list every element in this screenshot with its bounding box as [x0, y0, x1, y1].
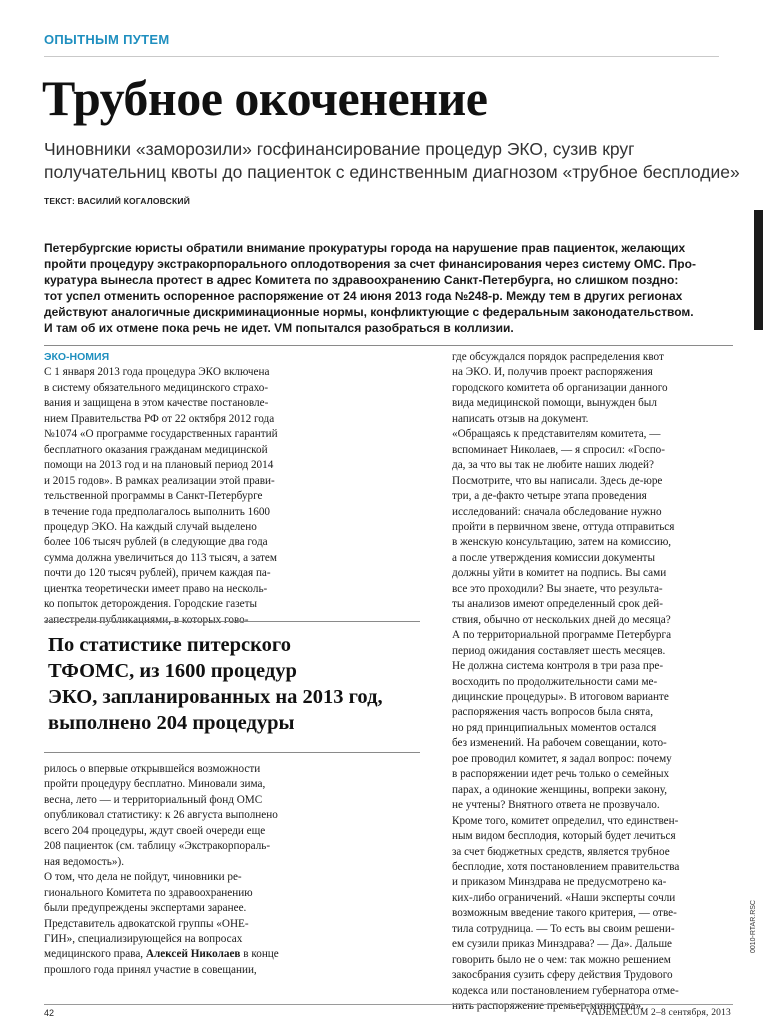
body-line: дицинские процедуры». В итоговом варианте [452, 690, 669, 703]
pull-quote-line: выполнено 204 процедуры [48, 712, 295, 734]
pull-quote-line: ЭКО, запланированных на 2013 год, [48, 686, 383, 708]
intro-line: тот успел отменить оспоренное распоряжение от 24 июня 2013 года №248-р. Между тем в других регионах [44, 289, 683, 303]
body-line: вида медицинской помощи, вынужден был [452, 397, 657, 410]
body-line: за счет бюджетных средств, является трубное [452, 845, 670, 858]
photo-credit-code: 0010-RTAR.RSC [750, 900, 757, 954]
body-line: «Обращаясь к представителям комитета, — [452, 428, 661, 441]
body-line: три, а де-факто четыре этапа проведения [452, 490, 647, 503]
lede-line: Чиновники «заморозили» госфинансирование процедур ЭКО, сузив круг [44, 139, 635, 159]
body-line: Посмотрите, что вы написали. Здесь де-юре [452, 474, 663, 487]
body-line: бесплодие, хотя постановлением правительства [452, 860, 680, 873]
body-line: ГИН», специализирующейся на вопросах [44, 932, 243, 945]
intro-line: действуют аналогичные дискриминационные нормы, конфликтующие с федеральным законодательством. [44, 305, 694, 319]
body-line: опубликовал статистику: к 26 августа выполнено [44, 809, 278, 822]
byline: ТЕКСТ: ВАСИЛИЙ КОГАЛОВСКИЙ [44, 196, 191, 206]
pull-quote-line: По статистике питерского [48, 634, 291, 656]
body-line: были предупреждены экспертами заранее. [44, 902, 247, 915]
body-line: пройти процедуру бесплатно. Миновали зима, [44, 778, 266, 791]
body-line: а после утверждения комиссии документы [452, 551, 655, 564]
footer-divider [44, 1004, 733, 1005]
body-line: запестрели публикациями, в которых гово- [44, 613, 249, 626]
body-line: Не должна система контроля в три раза пре- [452, 660, 664, 673]
body-line: ем сузили приказ Минздрава? — Да». Дальше [452, 938, 673, 951]
body-line: написать отзыв на документ. [452, 412, 589, 425]
body-line: ствия, обычно от нескольких дней до месяца? [452, 613, 671, 626]
body-line: нием Правительства РФ от 22 октября 2012 года [44, 412, 275, 425]
body-line-with-name [44, 947, 308, 962]
body-line: ным видом бесплодия, который будет лечиться [452, 830, 676, 843]
body-line: тила сотрудница. — То есть вы своим решени- [452, 922, 675, 935]
body-line: всего 204 процедуры, ждут своей очереди еще [44, 824, 266, 837]
body-line: весна, лето — и территориальный фонд ОМС [44, 793, 263, 806]
body-line: Кроме того, комитет определил, что единствен- [452, 814, 679, 827]
pull-quote-bottom-rule [44, 752, 420, 753]
body-line: рое проводил комитет, я задал вопрос: почему [452, 752, 672, 765]
body-line: исследований: сначала обследование нужно [452, 505, 662, 518]
body-line: гионального Комитета по здравоохранению [44, 886, 253, 899]
body-line: процедур ЭКО. На каждый случай выделено [44, 520, 257, 533]
body-line: не учтены? Внятного ответа не прозвучало. [452, 799, 660, 812]
body-line: возможным введение такого критерия, — отве- [452, 907, 677, 920]
body-line: кодекса или постановлением губернатора отме- [452, 984, 679, 997]
body-line: почти до 120 тысяч рублей), причем каждая па- [44, 567, 271, 580]
body-line: должны уйти в комитет на подпись. Вы сами [452, 567, 667, 580]
body-text: в конце [240, 948, 279, 961]
body-line: в женскую консультацию, затем на комиссию, [452, 536, 672, 549]
body-line: на ЭКО. И, получив проект распоряжения [452, 366, 653, 379]
body-line: все это проходили? Вы знаете, что результа- [452, 582, 663, 595]
column-1-top [44, 350, 308, 628]
body-line: городского комитета об организации данного [452, 381, 668, 394]
body-line: рилось о впервые открывшейся возможности [44, 763, 261, 775]
rubric-divider [44, 56, 719, 57]
intro-line: И там об их отмене пока речь не идет. VM попытался разобраться в коллизии. [44, 321, 514, 335]
body-line: ко попыток деторождения. Городские газеты [44, 598, 258, 611]
body-line: О том, что дела не пойдут, чиновники ре- [44, 871, 242, 884]
body-line: циентка теоретически имеет право на несколь- [44, 582, 268, 595]
body-line: распоряжения часть вопросов была снята, [452, 706, 653, 719]
lede-line: получательниц квоты до пациенток с единственным диагнозом «трубное бесплодие» [44, 162, 740, 182]
body-line: С 1 января 2013 года процедура ЭКО включена [44, 366, 270, 379]
pull-quote-line: ТФОМС, из 1600 процедур [48, 660, 297, 682]
body-line: ная ведомость»). [44, 855, 125, 868]
body-line: сумма должна увеличиться до 113 тысяч, а затем [44, 551, 277, 564]
pull-quote [48, 632, 420, 736]
body-line: закосбрания сузить сферу действия Трудового [452, 969, 673, 982]
column-2 [452, 350, 732, 1014]
body-line: вспоминает Николаев, — я спросил: «Госпо- [452, 443, 665, 456]
body-line: где обсуждался порядок распределения квот [452, 351, 664, 363]
intro-line: пройти процедуру экстракорпорального оплодотворения за счет финансирования через систему ОМС. Про- [44, 257, 696, 271]
body-line: 208 пациенток (см. таблицу «Экстракорпораль- [44, 840, 271, 853]
body-line: в систему обязательного медицинского страхо- [44, 381, 269, 394]
body-line: вания и защищена в этом качестве постановле- [44, 397, 269, 410]
intro-divider [44, 345, 733, 346]
body-line: но ряд принципиальных моментов остался [452, 721, 657, 734]
body-text: медицинского права, [44, 948, 146, 961]
body-line: период ожидания составляет шесть месяцев. [452, 644, 666, 657]
publication-footer: VADEMECUM 2–8 сентября, 2013 [585, 1008, 731, 1018]
body-line: без изменений. На рабочем совещании, кото- [452, 737, 667, 750]
rubric: ОПЫТНЫМ ПУТЕМ [44, 32, 170, 47]
column-1-bottom [44, 762, 308, 978]
section-subhead: ЭКО-НОМИЯ [44, 351, 110, 363]
body-line: да, за что вы так не любите наших людей? [452, 459, 654, 472]
body-line: восходить по продолжительности сами ме- [452, 675, 658, 688]
body-line: ких-либо ограничений. «Наши эксперты сочли [452, 891, 676, 904]
body-line: в распоряжении идет речь только о семейных [452, 768, 670, 781]
body-line: более 106 тысяч рублей (в следующие два года [44, 536, 268, 549]
body-line: в течение года предполагалось выполнить 1600 [44, 505, 271, 518]
body-line: говорить было не о чем: так можно решением [452, 953, 671, 966]
body-line: и 2015 годов». В рамках реализации этой прави- [44, 474, 275, 487]
body-line: пройти в первичном звене, оттуда отправиться [452, 520, 675, 533]
body-line: помощи на 2013 год и на плановый период 2014 [44, 459, 274, 472]
intro-paragraph [44, 240, 724, 336]
intro-line: Петербургские юристы обратили внимание прокуратуры города на нарушение прав пациенток, желающих [44, 241, 686, 255]
body-line: №1074 «О программе государственных гарантий [44, 428, 278, 441]
article-title: Трубное окоченение [42, 70, 488, 126]
body-line: бесплатного оказания гражданам медицинской [44, 443, 268, 456]
body-line: ты анализов имеют определенный срок дей- [452, 598, 663, 611]
body-line: нить распоряжение премьер-министра». [452, 1000, 644, 1013]
body-line: прошлого года принял участие в совещании, [44, 963, 257, 976]
body-line: и приказом Минздрава не предусмотрено ка- [452, 876, 667, 889]
body-line: парах, а одинокие женщины, вопреки закону, [452, 783, 668, 796]
person-name: Алексей Николаев [145, 948, 241, 961]
page-number: 42 [44, 1008, 55, 1018]
intro-line: куратура вынесла протест в адрес Комитета по здравоохранению Санкт-Петербурга, но слишком поздно: [44, 273, 679, 287]
body-line: Представитель адвокатской группы «ОНЕ- [44, 917, 249, 930]
edge-marker [754, 210, 763, 330]
body-line: тельственной программы в Санкт-Петербурге [44, 490, 263, 503]
body-line: А по территориальной программе Петербурга [452, 629, 672, 642]
lede [44, 138, 740, 184]
pull-quote-top-rule [44, 621, 420, 622]
